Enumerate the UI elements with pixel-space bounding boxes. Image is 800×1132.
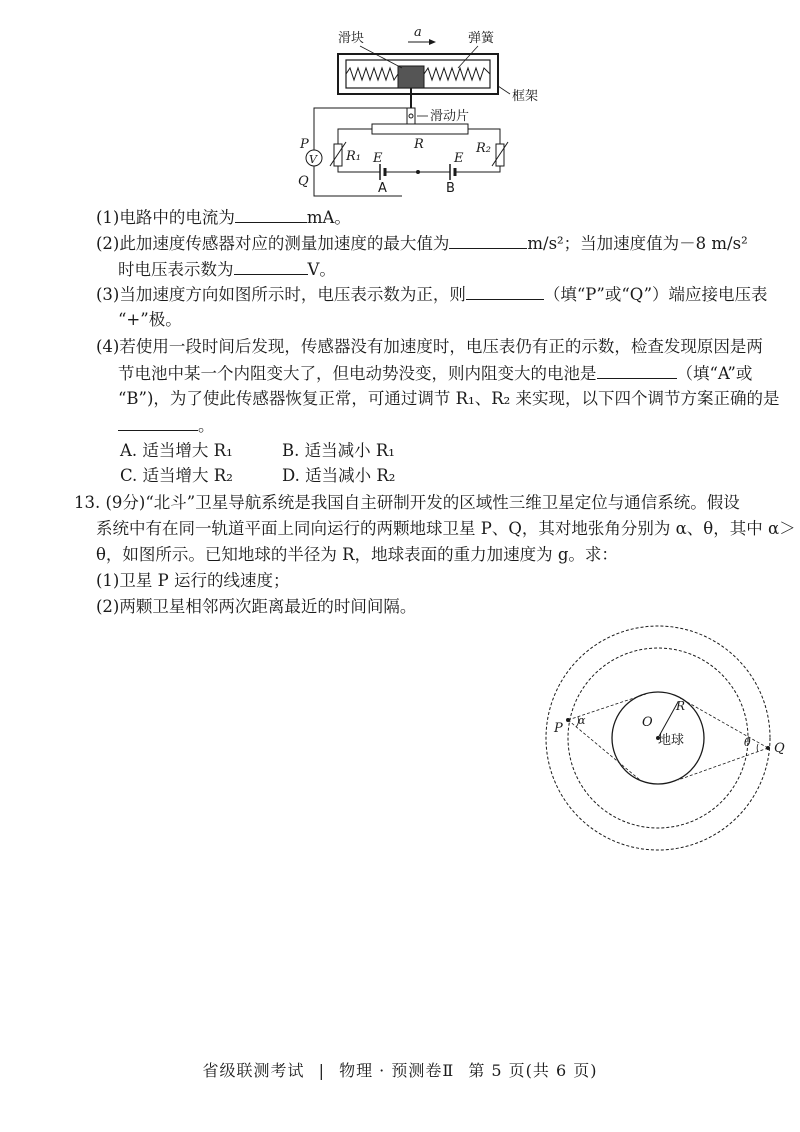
rheostat-r1 (334, 144, 342, 166)
page-footer (0, 1058, 800, 1081)
label-earth: 地球 (658, 733, 685, 748)
label-slider: 滑块 (338, 31, 365, 46)
blank-current[interactable] (235, 206, 307, 223)
spring-right (424, 68, 490, 80)
q12-part3: (3)当加速度方向如图所示时，电压表示数为正，则 （填“P”或“Q”）端应接电压表 (96, 285, 768, 304)
blank-voltage[interactable] (234, 258, 308, 275)
label-e1: E (373, 151, 383, 166)
label-e2: E (454, 151, 464, 166)
label-center-o: O (642, 715, 653, 730)
spring-left (346, 68, 398, 80)
q12-part2-cont: 时电压表示数为 V。 (118, 260, 336, 279)
q13-line3: θ，如图所示。已知地球的半径为 R，地球表面的重力加速度为 g。求： (96, 545, 618, 564)
accelerometer-circuit-diagram (290, 20, 560, 200)
label-q: Q (298, 174, 309, 189)
q12-part3-cont: “+”极。 (118, 310, 182, 329)
label-alpha: α (578, 714, 586, 727)
q12-part4: (4)若使用一段时间后发现，传感器没有加速度时，电压表仍有正的示数，检查发现原因是两 (96, 337, 763, 356)
blank-battery[interactable] (597, 362, 677, 379)
label-spring: 弹簧 (468, 31, 495, 46)
label-r2: R₂ (476, 141, 491, 156)
q12-part4-cont3: 。 (118, 414, 215, 437)
blank-terminal[interactable] (466, 283, 544, 300)
label-theta: θ (744, 736, 751, 749)
q12-part2: (2)此加速度传感器对应的测量加速度的最大值为 m/s²；当加速度值为－8 m/s² (96, 234, 748, 253)
footer-exam: 省级联测考试 (202, 1061, 305, 1080)
footer-subject: 物理 · 预测卷Ⅱ (339, 1061, 455, 1080)
option-c[interactable]: C. 适当增大 R₂ (120, 466, 233, 485)
q12-part1: (1)电路中的电流为 mA。 (96, 208, 351, 227)
rheostat-r2 (496, 144, 504, 166)
q13-sub1: (1)卫星 P 运行的线速度； (96, 571, 290, 590)
option-a[interactable]: A. 适当增大 R₁ (120, 441, 233, 460)
label-frame: 框架 (512, 89, 539, 104)
option-b[interactable]: B. 适当减小 R₁ (282, 441, 395, 460)
q12-part4-cont2: “B”)，为了使此传感器恢复正常，可通过调节 R₁、R₂ 来实现，以下四个调节方案正确的是 (118, 389, 780, 408)
label-accel: a (414, 25, 422, 40)
footer-page: 第 5 页(共 6 页) (468, 1061, 598, 1080)
label-r1: R₁ (346, 149, 361, 164)
label-sat-p: P (554, 721, 563, 736)
q13-line1: 13. (9分)“北斗”卫星导航系统是我国自主研制开发的区域性三维卫星定位与通信系统。假设 (74, 493, 740, 512)
label-v: V (309, 153, 317, 166)
footer-sep: | (318, 1061, 325, 1080)
label-r: R (414, 137, 424, 152)
slider-block (398, 66, 424, 88)
label-battery-b: B (446, 181, 455, 196)
satellite-orbit-diagram (528, 620, 798, 870)
slide-piece (407, 108, 415, 126)
q13-sub2: (2)两颗卫星相邻两次距离最近的时间间隔。 (96, 597, 417, 616)
label-sat-q: Q (774, 741, 785, 756)
blank-adjust-option[interactable] (118, 414, 198, 431)
label-radius-r: R (676, 699, 686, 713)
label-p: P (300, 137, 309, 152)
q13-line2: 系统中有在同一轨道平面上同向运行的两颗地球卫星 P、Q，其对地张角分别为 α、θ，其中 α＞ (96, 519, 796, 538)
blank-max-accel[interactable] (449, 232, 527, 249)
label-battery-a: A (378, 181, 387, 196)
q12-part4-cont1: 节电池中某一个内阻变大了，但电动势没变，则内阻变大的电池是 （填“A”或 (118, 364, 753, 383)
label-slide-piece: 滑动片 (430, 109, 470, 124)
option-d[interactable]: D. 适当减小 R₂ (282, 466, 396, 485)
resistor-r (372, 124, 468, 134)
